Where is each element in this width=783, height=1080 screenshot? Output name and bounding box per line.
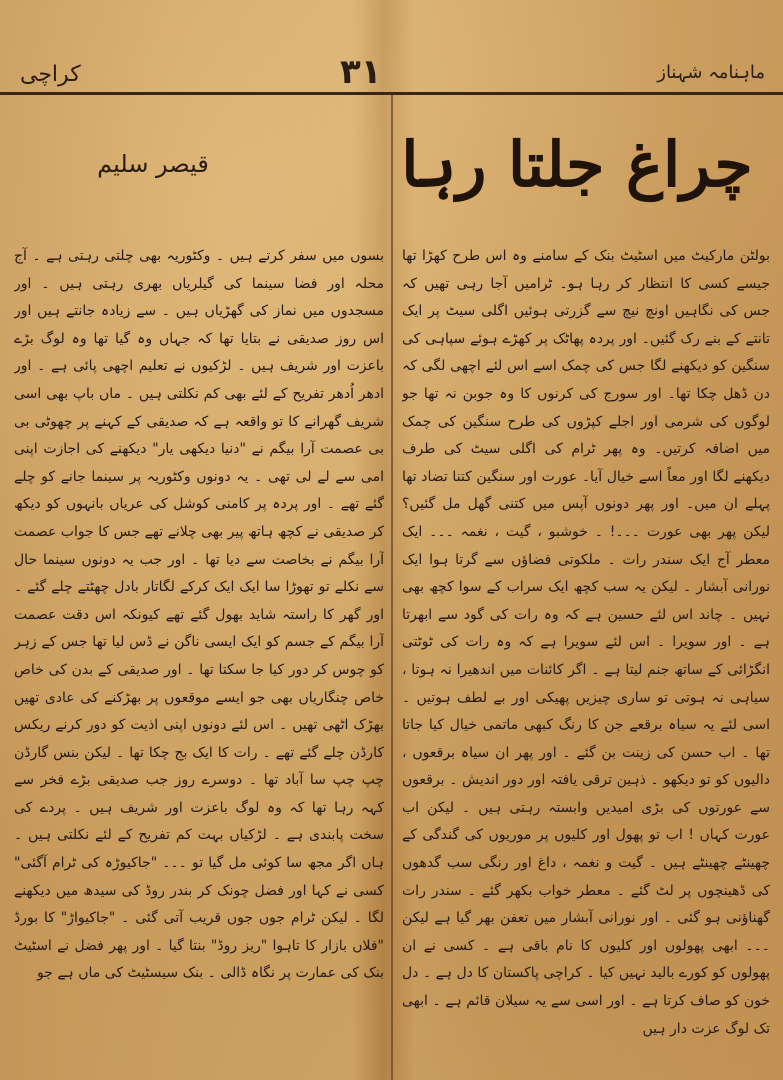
- text-column-left: [14, 243, 384, 1073]
- column-right-text: بولٹن مارکیٹ میں اسٹیٹ بنک کے سامنے وہ اس طرح کھڑا تھا جیسے کسی کا انتظار کر رہا ہو۔ ٹرامیں آجا رہی تھیں کہ جس کی نگاہیں اونچ نیچ سے گزرتی ہوئیں اگلی سیٹ پر ایک تانتے کے بنے رک گئیں۔ اور پردہ پھاٹک پر کھڑے ہوئے سپاہی کی سنگین کو دیکھنے لگا جس کی چمک اسے اس لئے اچھی لگی کہ دن ڈھل چکا تھا۔ اور سورج کی کرنوں کا وہ جوبن نہ تھا جو لوگوں کی شرمی اور اجلے کپڑوں کی طرح سنگین کی چمک میں اضافہ کرتیں۔ وہ پھر ٹرام کی اگلی سیٹ کی طرف دیکھنے لگا اور معاً اسے خیال آیا۔ عورت اور سنگین کتنا تضاد تھا پہلے ان میں۔ اور پھر دونوں آپس میں کتنی گھل مل گئیں؟ لیکن پھر بھی عورت ۔۔۔! ۔ خوشبو ، گیت ، نغمہ ۔۔۔ ایک معطر آج ایک سندر رات ۔ ملکوتی فضاؤں سے گرتا ہوا ایک نورانی آبشار ۔ لیکن یہ سب کچھ ایک سراب کے سوا کچھ بھی نہیں ۔ چاند اس لئے حسین ہے کہ وہ رات کی گود سے ابھرتا ہے ۔ اور سویرا ۔ اس لئے سویرا ہے کہ وہ رات کی ٹوٹتی انگڑائی کے ساتھ جنم لیتا ہے ۔ اگر کائنات میں اندھیرا نہ ہوتا ، سیاہی نہ ہوتی تو ساری چیزیں پھیکی اور بے لطف ہوتیں ۔ اسی لئے یہ سیاہ برقعے جن کا رنگ کبھی ماتمی خیال کیا جاتا تھا ۔ اب حسن کی زینت بن گئے ۔ اور پھر ان سیاہ برقعوں ، دالیوں کو تو دیکھو ۔ ذہین ترقی یافتہ اور دور اندیش ۔ برقعوں سے عورتوں کی بڑی امیدیں وابستہ رہتی ہیں ۔ لیکن اب عورت کہاں ! اب تو پھول اور کلیوں پر موریوں کی گندگی کے چھینٹے چھینٹے ہیں ۔ گیت و نغمہ ، داغ اور رنگی سب گدھوں کی ڈھینچوں پر لٹ گئے ۔ معطر خواب بکھر گئے ۔ سندر رات گھناؤنی ہو گئی ۔ اور نورانی آبشار میں تعفن بھر گیا ہے لیکن ۔۔۔ ابھی پھولوں اور کلیوں کا نام باقی ہے ۔ کسی نے ان پھولوں کو کورے بالید نہیں کیا ۔ کراچی پاکستان کا دل ہے ۔ دل خون کو صاف کرتا ہے ۔ اور اسی سے یہ سیلان قائم ہے ۔ ابھی تک لوگ عزت دار ہیں: [402, 248, 770, 1037]
- page-number: ۳۱: [340, 52, 382, 92]
- column-divider: [391, 95, 393, 1080]
- story-author: قیصر سلیم: [97, 150, 209, 178]
- story-title: چراغ جلتا رہا: [401, 128, 753, 201]
- header-city: کراچی: [20, 62, 81, 87]
- header-magazine-name: ماہنامہ شہناز: [657, 62, 765, 83]
- text-column-right: [402, 243, 770, 1073]
- column-left-text: بسوں میں سفر کرتے ہیں ۔ وکٹوریہ بھی چلتی رہتی ہے ۔ آج محلہ اور فضا سینما کی گیلریاں بھری رہتی ہیں ۔ اور مسجدوں میں نماز کی گھڑیاں ہیں ۔ سے زیادہ جانتے ہیں اور اس روز صدیقی نے بتایا تھا کہ جہاں وہ گیا تھا وہ لوگ بڑے باعزت اور شریف ہیں ۔ لڑکیوں نے تعلیم اچھی پائی ہے ۔ اور ادھر اُدھر تفریح کے لئے بھی کم نکلتی ہیں ۔ ماں باپ بھی اسی شریف گھرانے کا تو واقعہ ہے کہ صدیقی کے کہنے پر چھوٹی بی بی عصمت آرا بیگم نے "دنیا دیکھی یار" دیکھنے کی اجازت اپنی امی سے لے لی تھی ۔ یہ دونوں وکٹوریہ پر سینما جانے کو چلے گئے تھے ۔ اور پردہ پر کامنی کوشل کی عریاں بانہوں کو دیکھ کر صدیقی نے کچھ ہاتھ پیر بھی چلانے تھے جس کا جواب عصمت آرا بیگم نے بخاصت سے دیا تھا ۔ اور جب یہ دونوں سینما حال سے نکلے تو تھوڑا سا ایک ایک کرکے لگاتار بادل چھٹتے چلے گئے ۔ اور گھر کا راستہ شاید بھول گئے تھے کیونکہ اس دقت عصمت آرا بیگم کے جسم کو ایک ایسی ناگن نے ڈس لیا تھا جس کے زہر کو چوس کر دور کیا جا سکتا تھا ۔ اور صدیقی کے بدن کی خاص خاص چنگاریاں بھی جو ایسے موقعوں پر بھڑکنے کی عادی تھیں بھڑک اٹھی تھیں ۔ اس لئے دونوں اپنی اذیت کو دور کرنے ریکس کارڈن چلے گئے تھے ۔ رات کا ایک بج چکا تھا ۔ لیکن بنس گارڈن چپ چپ سا آباد تھا ۔ دوسرے روز جب صدیقی بڑے فخر سے کہہ رہا تھا کہ وہ لوگ باعزت اور شریف ہیں ۔ پردے کی سخت پابندی ہے ۔ لڑکیاں بہت کم تفریح کے لئے نکلتی ہیں ۔ ہاں اگر مجھ سا کوئی مل گیا تو ۔۔۔ "جاکیوڑہ کی ٹرام آگئی" کسی نے کہا اور فضل چونک کر بندر روڈ کی سیدھ میں دیکھنے لگا ۔ لیکن ٹرام جوں جوں قریب آتی گئی ۔ "جاکیواڑ" کا بورڈ "فلاں بازار کا تاہوا "ریز روڈ" بنتا گیا ۔ اور پھر فضل نے اسٹیٹ بنک کی عمارت پر نگاہ ڈالی ۔ بنک سیسٹیٹ کی ماں ہے جو: [14, 248, 384, 982]
- page-header: [0, 0, 783, 92]
